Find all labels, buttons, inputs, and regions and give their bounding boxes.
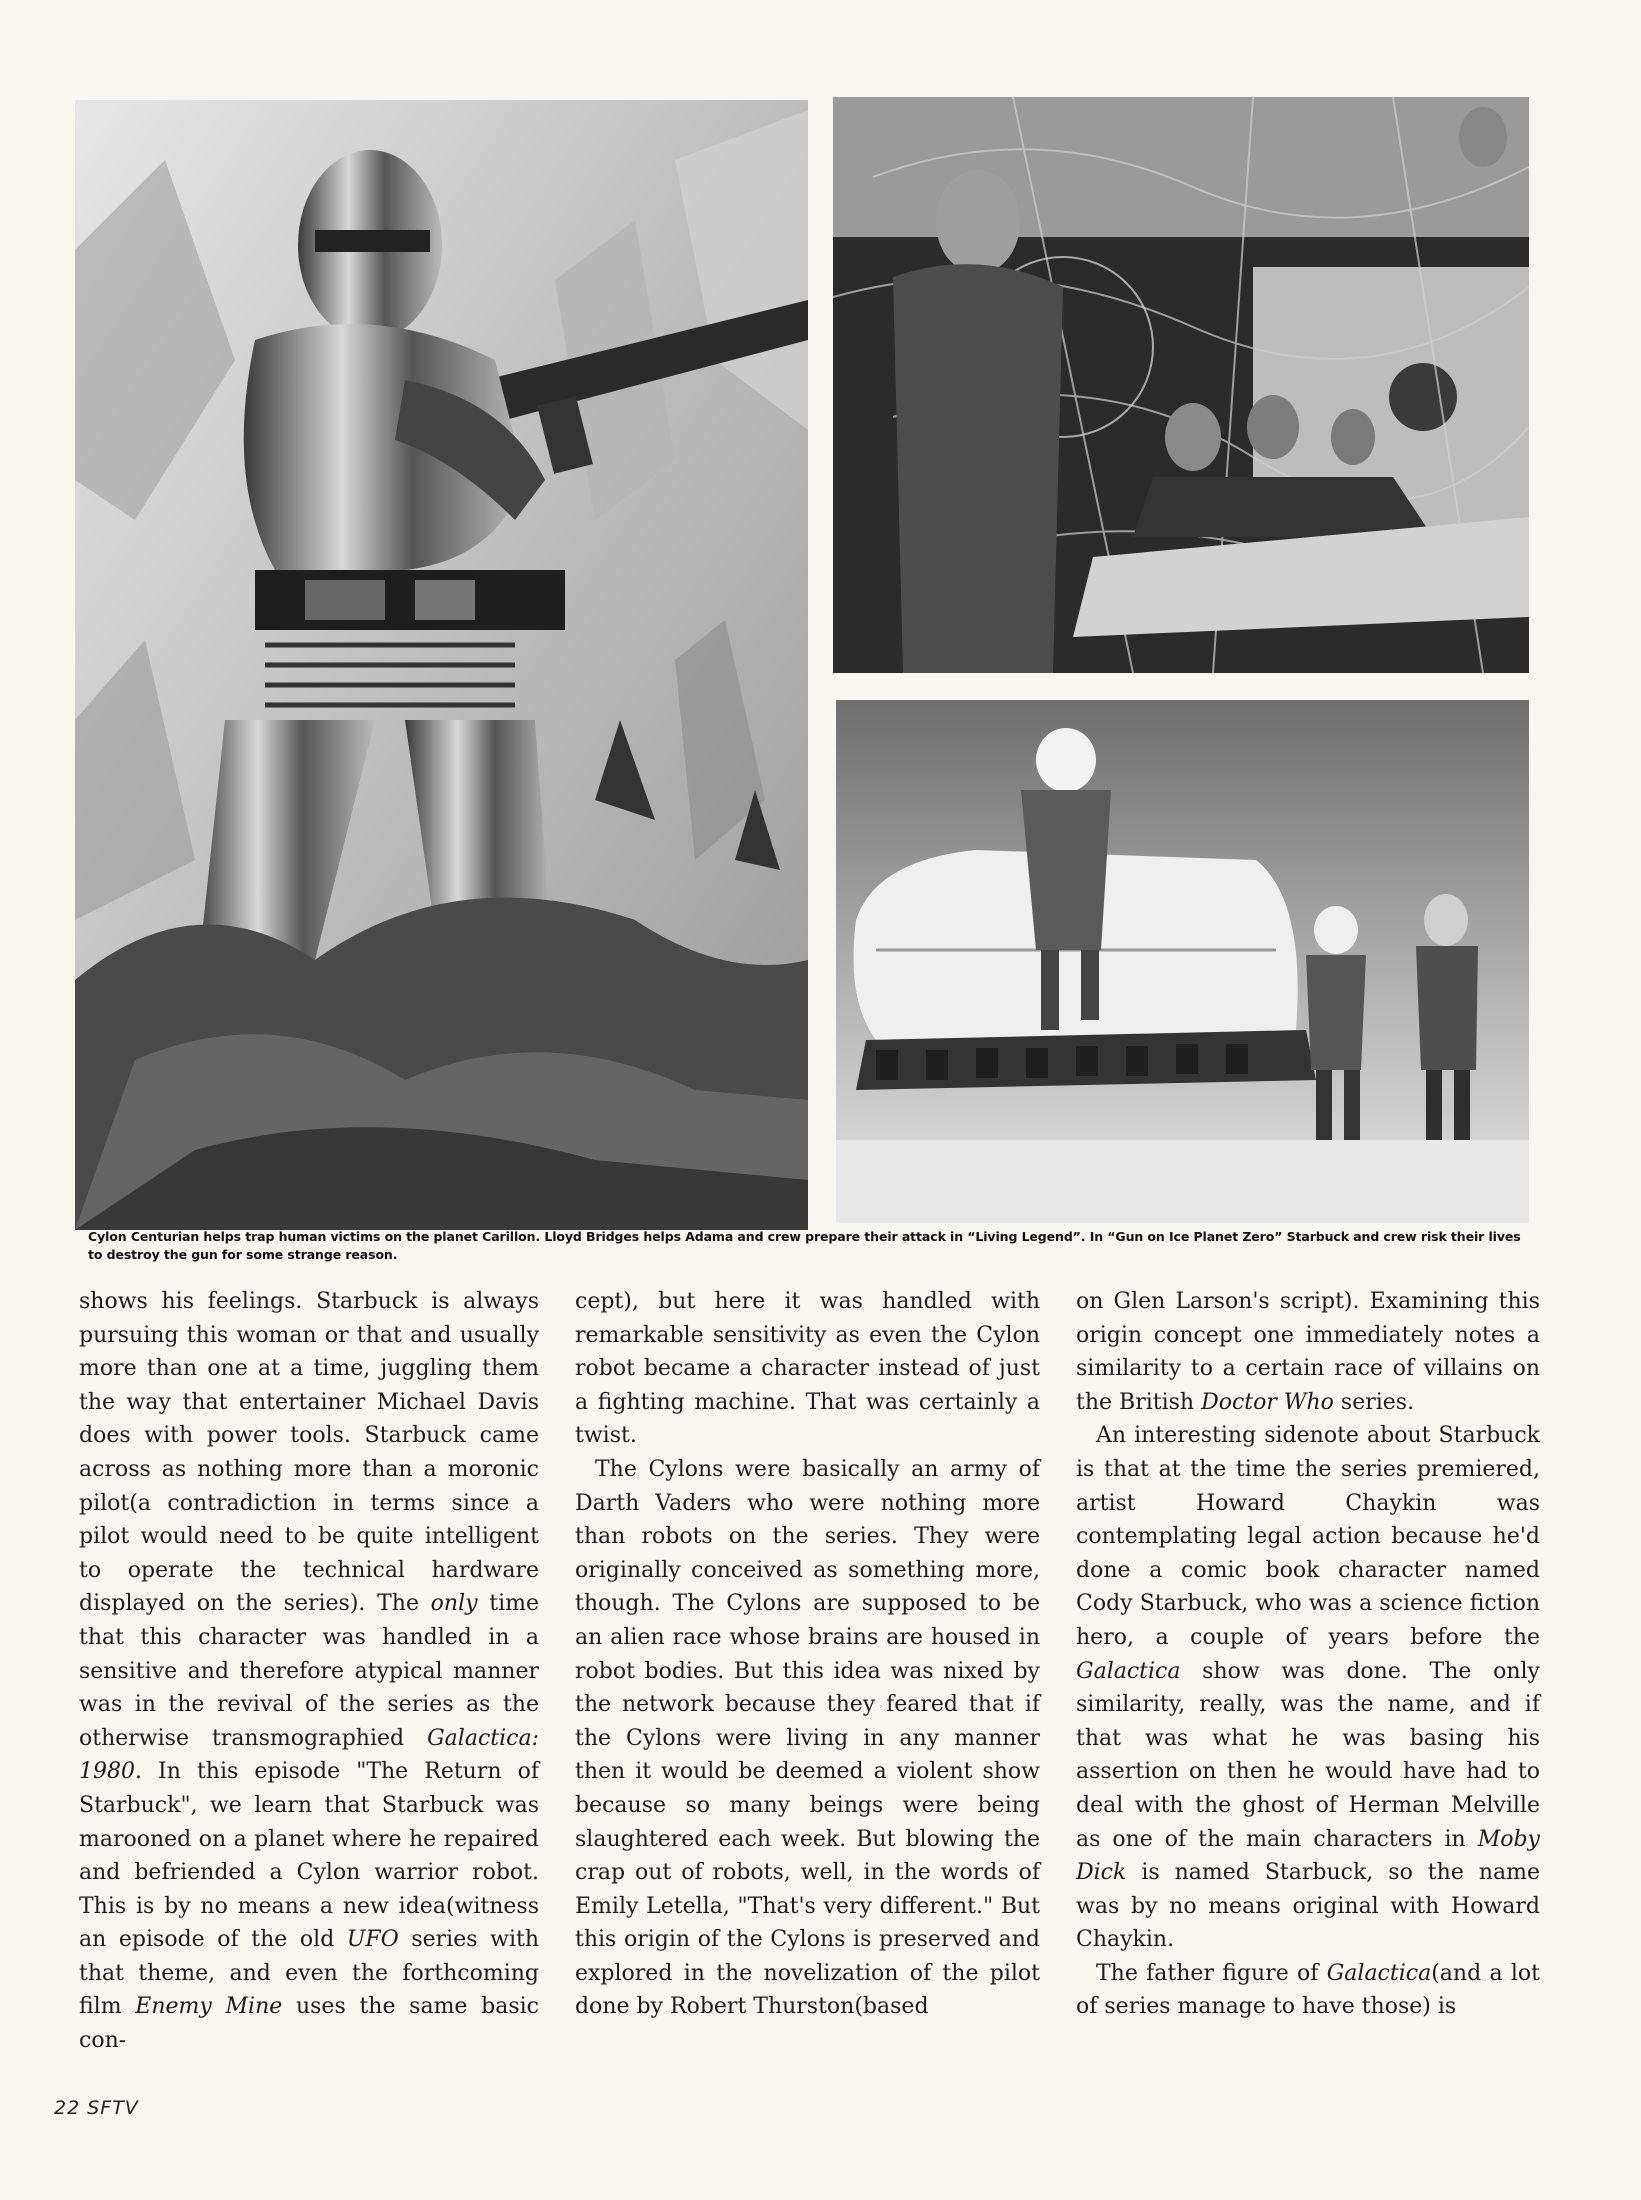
text-italic: UFO bbox=[346, 1927, 399, 1953]
paragraph bbox=[1076, 1957, 1540, 2024]
paragraph: cept), but here it was handled with remarkable sensitivity as even the Cylon robot became a character instead of just a fighting machine. That was certainly a twist. bbox=[575, 1289, 1040, 1449]
page-folio: 22 SFTV bbox=[54, 2097, 139, 2119]
photo-caption: Cylon Centurian helps trap human victims on the planet Carillon. Lloyd Bridges helps Adama and crew prepare their attack in “Living Legend”. In “Gun on Ice Planet Zero” Starbuck and crew risk their lives to destroy the gun for some strange reason. bbox=[88, 1229, 1521, 1262]
text-run: time that this character was handled in a sensitive and therefore atypical manner was in the revival of the series as the otherwise transmographied bbox=[79, 1591, 539, 1751]
text-run: An interesting sidenote about Starbuck is that at the time the series premiered, artist Howard Chaykin was contemplating legal action because he'd done a comic book character named Cody Starbuck, who was a science fiction hero, a couple of years before the bbox=[1076, 1423, 1540, 1650]
photo-ice-planet bbox=[836, 700, 1529, 1223]
text-run: series with that theme, and even the forthcoming film bbox=[79, 1927, 539, 2020]
text-run: In this episode "The Return of Starbuck", we learn that Starbuck was marooned on a planet where he repaired and befriended a Cylon warrior robot. This is by no means a new idea(witness an episode of the old bbox=[79, 1759, 539, 1953]
text-run: (and a lot of series manage to have those) is bbox=[1076, 1960, 1540, 2020]
text-run: uses the same basic con- bbox=[79, 1994, 539, 2054]
living-legend-illustration bbox=[833, 97, 1529, 673]
text-run: show was done. The only similarity, really, was the name, and if that was what he was basing his assertion on then he would have had to deal with the ghost of Herman Melville as one of the main characters in bbox=[1076, 1658, 1540, 1852]
text-column-1 bbox=[79, 1285, 539, 2058]
text-italic: Galactica bbox=[1076, 1658, 1181, 1684]
text-column-3 bbox=[1076, 1285, 1540, 2024]
photo-living-legend bbox=[833, 97, 1529, 673]
text-italic: only bbox=[430, 1591, 478, 1617]
text-run: series. bbox=[1333, 1389, 1415, 1415]
cylon-centurion-illustration bbox=[75, 100, 808, 1230]
paragraph bbox=[79, 1285, 539, 2058]
text-run: shows his feelings. Starbuck is always pursuing this woman or that and usually more than one at a time, juggling them the way that entertainer Michael Davis does with power tools. Starbuck came across as nothing more than a moronic pilot(a contradiction in terms since a pilot would need to be quite intelligent to operate the technical hardware displayed on the series). The bbox=[79, 1289, 539, 1617]
paragraph bbox=[1076, 1285, 1540, 1419]
text-italic: Enemy Mine bbox=[135, 1994, 283, 2020]
text-italic: Galactica bbox=[1326, 1960, 1432, 1986]
text-italic: Galactica: 1980. bbox=[79, 1725, 539, 1785]
paragraph bbox=[1076, 1419, 1540, 1957]
text-run: The father figure of bbox=[1096, 1960, 1327, 1986]
text-italic: Doctor Who bbox=[1201, 1389, 1334, 1415]
text-run: is named Starbuck, so the name was by no means original with Howard Chaykin. bbox=[1076, 1860, 1540, 1953]
ice-planet-illustration bbox=[836, 700, 1529, 1223]
text-run: on Glen Larson's script). Examining this origin concept one immediately notes a similarity to a certain race of villains on the British bbox=[1076, 1289, 1540, 1415]
paragraph: The Cylons were basically an army of Darth Vaders who were nothing more than robots on the series. They were originally conceived as something more, though. The Cylons are supposed to be an alien race whose brains are housed in robot bodies. But this idea was nixed by the network because they feared that if the Cylons were living in any manner then it would be deemed a violent show because so many beings were being slaughtered each week. But blowing the crap out of robots, well, in the words of Emily Letella, "That's very different." But this origin of the Cylons is preserved and explored in the novelization of the pilot done by Robert Thurston(based bbox=[575, 1456, 1040, 2020]
text-column-2 bbox=[575, 1285, 1040, 2024]
text-italic: Moby Dick bbox=[1076, 1826, 1540, 1886]
photo-cylon-centurion bbox=[75, 100, 808, 1230]
